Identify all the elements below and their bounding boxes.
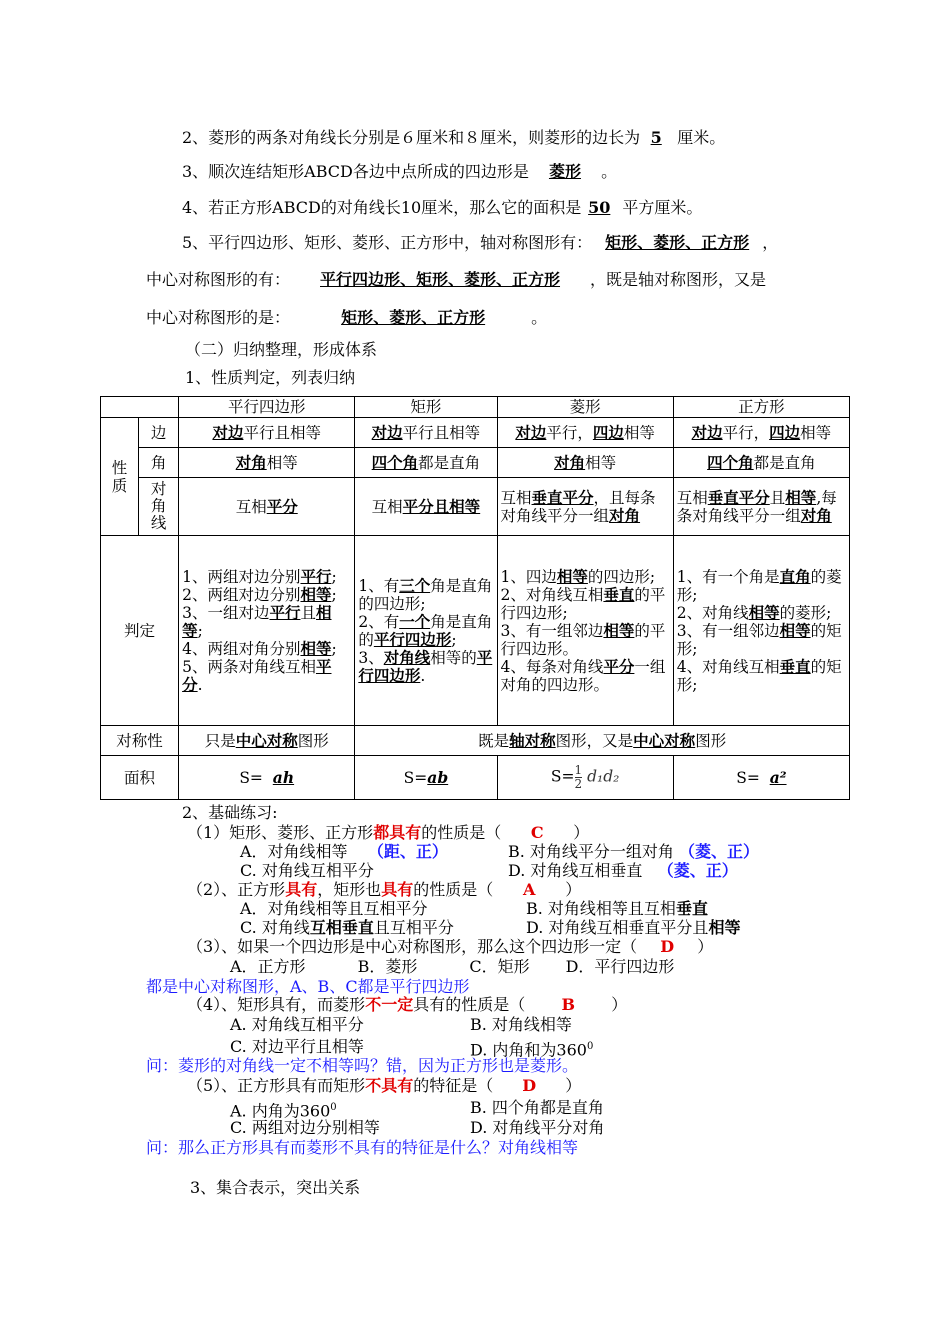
fraction-one-half: $\frac{1}{2}$ bbox=[574, 763, 583, 791]
exercise-answer: A bbox=[523, 880, 536, 899]
exercise-answer: C bbox=[530, 823, 544, 842]
table-header: 菱形 bbox=[497, 397, 673, 418]
answer-blank: 50 bbox=[588, 198, 611, 217]
exercise-3-stem: （3）、如果一个四边形是中心对称图形，那么这个四边形一定（ D ） bbox=[187, 937, 714, 956]
table-cell: 对边平行，四边相等 bbox=[497, 418, 673, 448]
table-cell: 对角相等 bbox=[497, 448, 673, 478]
sub-3-title: 3、集合表示，突出关系 bbox=[190, 1178, 361, 1197]
table-cell: 互相平分且相等 bbox=[355, 478, 497, 536]
exercise-2-option-b: B. 对角线相等且互相垂直 bbox=[526, 899, 708, 918]
exercise-2-option-d: D. 对角线互相垂直平分且相等 bbox=[526, 918, 741, 937]
table-cell: 四个角都是直角 bbox=[355, 448, 497, 478]
exercise-answer: D bbox=[660, 937, 675, 956]
exercise-1-option-d: D. 对角线互相垂直 （菱、正） bbox=[508, 861, 738, 880]
answer-blank: 平行四边形、矩形、菱形、正方形 bbox=[320, 270, 561, 289]
table-cell: S= ah bbox=[179, 756, 355, 800]
exercise-4-option-b: B. 对角线相等 bbox=[470, 1015, 572, 1034]
table-cell: 对角相等 bbox=[179, 448, 355, 478]
properties-table bbox=[100, 396, 850, 800]
row-label-judgement: 判定 bbox=[101, 536, 179, 726]
row-group-properties: 性质 bbox=[101, 418, 139, 536]
table-cell: 互相垂直平分，且每条对角线平分一组对角 bbox=[497, 478, 673, 536]
exercise-4-note: 问：菱形的对角线一定不相等吗？错，因为正方形也是菱形。 bbox=[146, 1056, 579, 1075]
table-cell: 既是轴对称图形，又是中心对称图形 bbox=[355, 726, 850, 756]
answer-blank: 菱形 bbox=[548, 162, 581, 181]
table-cell: 互相垂直平分且相等,每条对角线平分一组对角 bbox=[673, 478, 849, 536]
exercise-2-option-c: C. 对角线互相垂直且互相平分 bbox=[240, 918, 454, 937]
exercise-1-option-a: A．对角线相等 （距、正） bbox=[240, 842, 448, 861]
exercise-5-note: 问：那么正方形具有而菱形不具有的特征是什么？对角线相等 bbox=[146, 1138, 579, 1157]
exercise-5-option-c: C. 两组对边分别相等 bbox=[230, 1118, 380, 1137]
question-5-line-3: 中心对称图形的是： 矩形、菱形、正方形 。 bbox=[146, 308, 548, 327]
exercise-5-stem: （5）、正方形具有而矩形不具有的特征是（ D ） bbox=[187, 1076, 582, 1095]
section-2-title: （二）归纳整理，形成体系 bbox=[185, 340, 378, 359]
table-row-area bbox=[101, 756, 850, 800]
sub-1-title: 1、性质判定，列表归纳 bbox=[185, 368, 356, 387]
exercise-answer: B bbox=[561, 995, 575, 1014]
table-cell: 1、两组对边分别平行; 2、两组对边分别相等; 3、一组对边平行且相等; 4、两组对角分别相等; 5、两条对角线互相平分. bbox=[179, 536, 355, 726]
exercise-2-stem: （2）、正方形具有，矩形也具有的性质是（ A ） bbox=[187, 880, 582, 899]
exercise-5-option-d: D. 对角线平分对角 bbox=[470, 1118, 605, 1137]
exercise-4-option-c: C. 对边平行且相等 bbox=[230, 1037, 364, 1056]
table-row-judgement bbox=[101, 536, 850, 726]
table-header-row bbox=[101, 397, 850, 418]
table-cell: 对边平行且相等 bbox=[355, 418, 497, 448]
table-cell: 对边平行且相等 bbox=[179, 418, 355, 448]
table-cell: 只是中心对称图形 bbox=[179, 726, 355, 756]
table-cell: 对边平行，四边相等 bbox=[673, 418, 849, 448]
table-cell: 互相平分 bbox=[179, 478, 355, 536]
answer-blank: 矩形、菱形、正方形 bbox=[341, 308, 486, 327]
table-header: 矩形 bbox=[355, 397, 497, 418]
table-row-edge bbox=[101, 418, 850, 448]
exercise-answer: D bbox=[522, 1076, 537, 1095]
table-cell: 1、有一个角是直角的菱形; 2、对角线相等的菱形; 3、有一组邻边相等的矩形; 4、对角线互相垂直的矩形; bbox=[673, 536, 849, 726]
table-corner bbox=[101, 397, 179, 418]
row-label-symmetry: 对称性 bbox=[101, 726, 179, 756]
table-header: 正方形 bbox=[673, 397, 849, 418]
answer-blank: 矩形、菱形、正方形 bbox=[605, 233, 750, 252]
exercise-5-option-b: B. 四个角都是直角 bbox=[470, 1098, 604, 1117]
question-3: 3、顺次连结矩形ABCD各边中点所成的四边形是 菱形 。 bbox=[182, 162, 618, 181]
row-label-edge: 边 bbox=[139, 418, 179, 448]
table-cell: 1、四边相等的四边形; 2、对角线互相垂直的平行四边形; 3、有一组邻边相等的平行四边形。 4、每条对角线平分一组对角的四边形。 bbox=[497, 536, 673, 726]
exercise-4-option-a: A. 对角线互相平分 bbox=[230, 1015, 364, 1034]
table-cell: 1、有三个角是直角的四边形; 2、有一个角是直角的平行四边形; 3、对角线相等的平行四边形. bbox=[355, 536, 497, 726]
question-2: 2、菱形的两条对角线长分别是６厘米和８厘米，则菱形的边长为 5 厘米。 bbox=[182, 128, 726, 147]
exercise-3-note: 都是中心对称图形，A、B、C都是平行四边形 bbox=[146, 977, 470, 996]
exercise-5-option-a: A. 内角为$360^0$ bbox=[230, 1101, 337, 1121]
answer-blank: 5 bbox=[650, 128, 662, 147]
question-4: 4、若正方形ABCD的对角线长10厘米，那么它的面积是 50 平方厘米。 bbox=[182, 198, 703, 217]
question-5-line-2: 中心对称图形的有： 平行四边形、矩形、菱形、正方形 ，既是轴对称图形，又是 bbox=[146, 270, 767, 289]
sub-2-title: 2、基础练习: bbox=[182, 803, 278, 822]
table-cell: S= a² bbox=[673, 756, 849, 800]
exercise-1-option-b: B. 对角线平分一组对角 （菱、正） bbox=[508, 842, 760, 861]
table-row-diagonal bbox=[101, 478, 850, 536]
table-header: 平行四边形 bbox=[179, 397, 355, 418]
row-label-angle: 角 bbox=[139, 448, 179, 478]
table-cell: S= $\frac{1}{2}$ d₁d₂ bbox=[497, 756, 673, 800]
exercise-2-option-a: A．对角线相等且互相平分 bbox=[240, 899, 428, 918]
table-row-symmetry bbox=[101, 726, 850, 756]
exercise-1-stem: （1）矩形、菱形、正方形都具有的性质是（ C ） bbox=[187, 823, 590, 842]
exercise-3-options: A．正方形 B．菱形 C．矩形 D．平行四边形 bbox=[230, 957, 675, 976]
exercise-1-option-c: C. 对角线互相平分 bbox=[240, 861, 374, 880]
row-label-area: 面积 bbox=[101, 756, 179, 800]
table-cell: S=ab bbox=[355, 756, 497, 800]
question-5-line-1: 5、平行四边形、矩形、菱形、正方形中，轴对称图形有： 矩形、菱形、正方形 ， bbox=[182, 233, 779, 252]
exercise-4-option-d: D. 内角和为$360^0$ bbox=[470, 1040, 594, 1060]
table-row-angle bbox=[101, 448, 850, 478]
row-label-diagonal: 对 角 线 bbox=[139, 478, 179, 536]
table-cell: 四个角都是直角 bbox=[673, 448, 849, 478]
exercise-4-stem: （4）、矩形具有，而菱形不一定具有的性质是（ B ） bbox=[187, 995, 628, 1014]
